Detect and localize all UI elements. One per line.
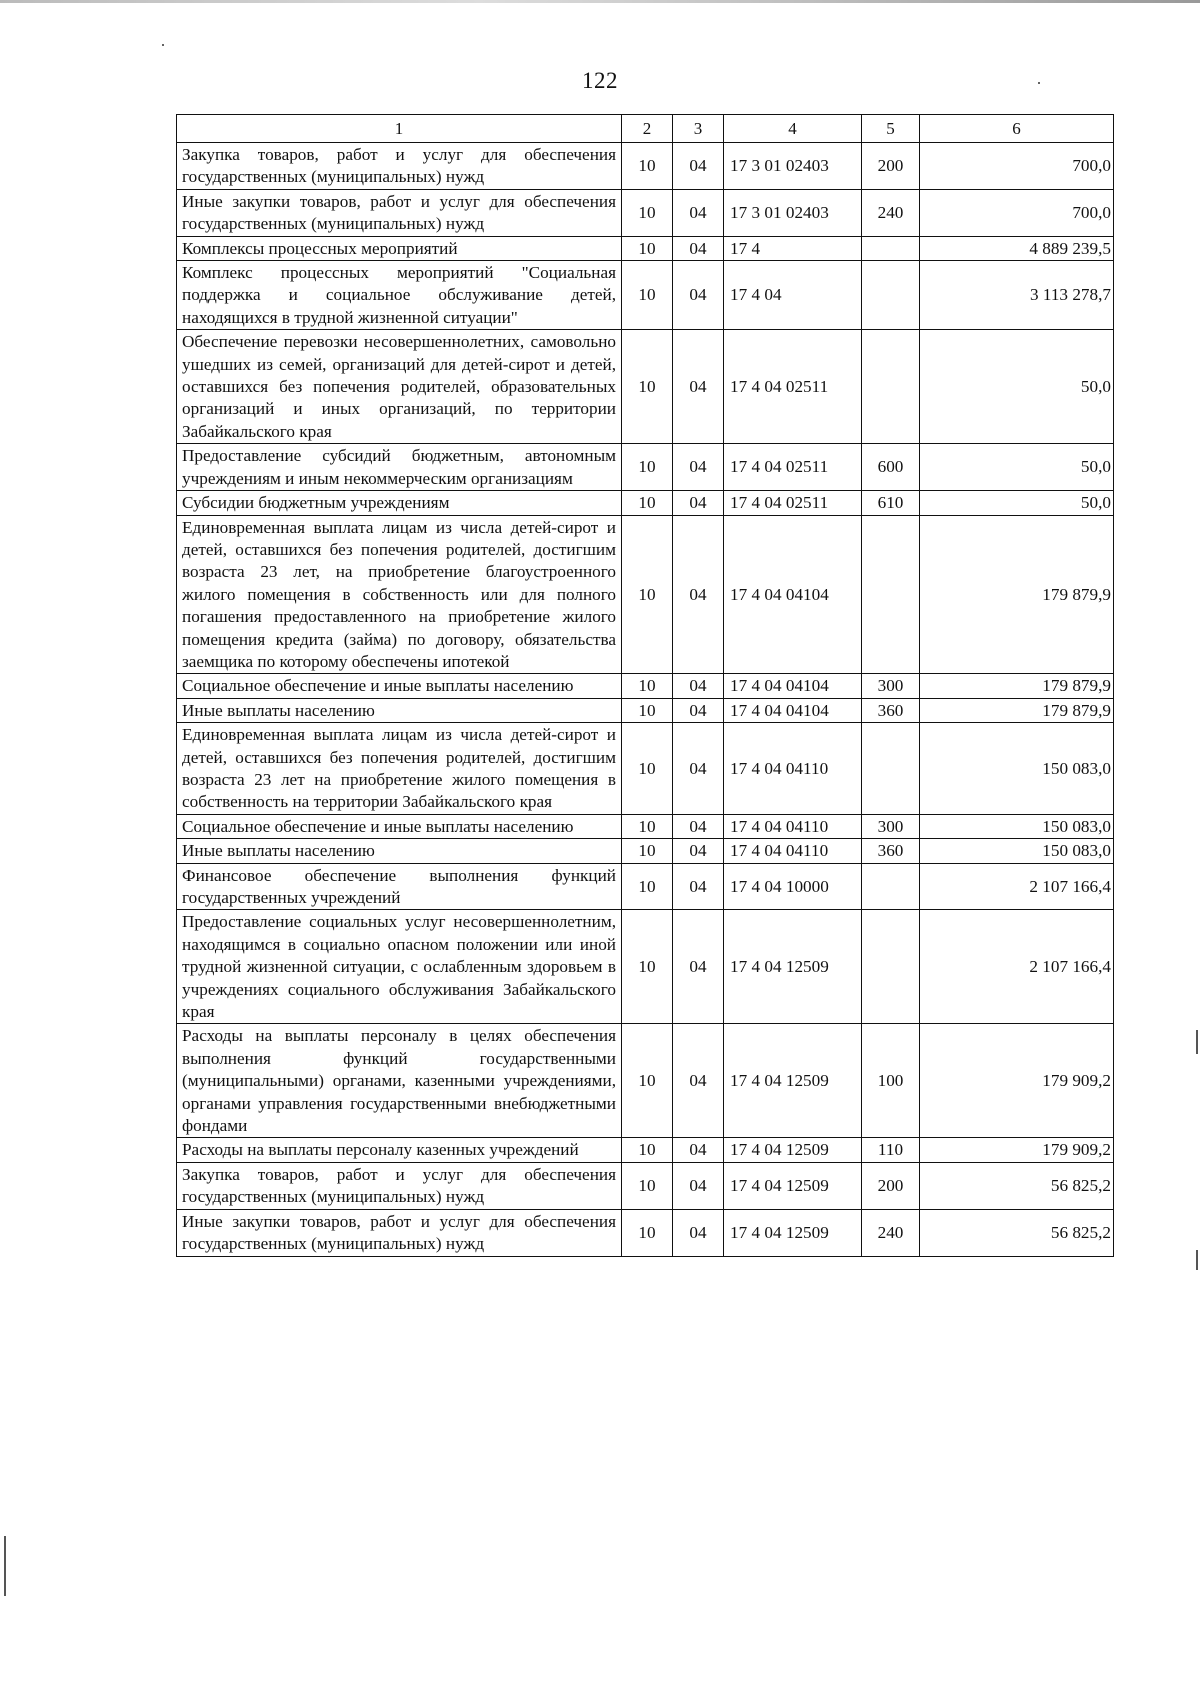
row-target-code: 17 4 04 02511 [724,444,862,491]
row-expense-type: 240 [862,1209,920,1256]
row-section: 10 [622,444,673,491]
row-target-code: 17 4 [724,236,862,260]
row-amount: 179 879,9 [920,698,1114,722]
row-subsection: 04 [673,1024,724,1138]
row-target-code: 17 4 04 12509 [724,1162,862,1209]
table-row [177,189,1114,236]
row-description: Обеспечение перевозки несовершеннолетних, самовольно ушедших из семей, организаций для детей-сирот и детей, оставшихся без попечения родителей, образовательных организаций и иных организаций, по территории Забайкальского края [177,330,622,444]
row-amount: 179 879,9 [920,674,1114,698]
row-target-code: 17 4 04 [724,261,862,330]
table-row [177,143,1114,190]
row-amount: 50,0 [920,491,1114,515]
row-description: Единовременная выплата лицам из числа детей-сирот и детей, оставшихся без попечения родителей, достигшим возраста 23 лет на приобретение жилого помещения в собственность на территории Забайкальского края [177,723,622,815]
row-expense-type: 360 [862,698,920,722]
row-section: 10 [622,723,673,815]
table-row [177,1138,1114,1162]
row-section: 10 [622,1162,673,1209]
row-target-code: 17 4 04 04104 [724,698,862,722]
table-row [177,1024,1114,1138]
row-description: Финансовое обеспечение выполнения функций государственных учреждений [177,863,622,910]
header-col-5: 5 [862,115,920,143]
row-amount: 2 107 166,4 [920,863,1114,910]
scan-speck [162,44,164,46]
row-section: 10 [622,910,673,1024]
row-section: 10 [622,1209,673,1256]
row-subsection: 04 [673,1138,724,1162]
table-row [177,330,1114,444]
row-expense-type [862,723,920,815]
row-expense-type: 200 [862,143,920,190]
row-target-code: 17 4 04 12509 [724,1209,862,1256]
table-row [177,674,1114,698]
row-section: 10 [622,189,673,236]
row-expense-type: 300 [862,674,920,698]
row-expense-type [862,261,920,330]
row-amount: 3 113 278,7 [920,261,1114,330]
table-header-row [177,115,1114,143]
row-subsection: 04 [673,839,724,863]
row-target-code: 17 4 04 04110 [724,839,862,863]
row-amount: 150 083,0 [920,723,1114,815]
row-description: Иные закупки товаров, работ и услуг для обеспечения государственных (муниципальных) нужд [177,1209,622,1256]
row-target-code: 17 4 04 02511 [724,330,862,444]
row-target-code: 17 4 04 04110 [724,814,862,838]
table-row [177,261,1114,330]
row-expense-type: 200 [862,1162,920,1209]
row-subsection: 04 [673,674,724,698]
row-target-code: 17 4 04 02511 [724,491,862,515]
budget-table [176,114,1114,1257]
row-amount: 179 909,2 [920,1138,1114,1162]
table-row [177,444,1114,491]
row-expense-type: 600 [862,444,920,491]
row-expense-type [862,515,920,674]
header-col-6: 6 [920,115,1114,143]
row-subsection: 04 [673,863,724,910]
table-row [177,1162,1114,1209]
row-target-code: 17 4 04 04104 [724,515,862,674]
row-description: Комплексы процессных мероприятий [177,236,622,260]
row-expense-type: 610 [862,491,920,515]
table-row [177,839,1114,863]
row-section: 10 [622,1024,673,1138]
row-expense-type [862,236,920,260]
row-section: 10 [622,143,673,190]
page-number: 122 [582,68,618,93]
row-expense-type: 240 [862,189,920,236]
row-amount: 179 879,9 [920,515,1114,674]
row-amount: 2 107 166,4 [920,910,1114,1024]
row-target-code: 17 4 04 12509 [724,910,862,1024]
row-expense-type [862,330,920,444]
table-row [177,1209,1114,1256]
row-description: Комплекс процессных мероприятий "Социальная поддержка и социальное обслуживание детей, находящихся в трудной жизненной ситуации" [177,261,622,330]
scan-margin-mark [1196,1250,1198,1270]
row-description: Предоставление социальных услуг несовершеннолетним, находящимся в социально опасном положении или иной трудной жизненной ситуации, с ослабленным здоровьем в учреждениях социального обслуживания Забайкальского края [177,910,622,1024]
row-subsection: 04 [673,189,724,236]
row-subsection: 04 [673,1162,724,1209]
row-subsection: 04 [673,143,724,190]
row-amount: 179 909,2 [920,1024,1114,1138]
header-col-2: 2 [622,115,673,143]
row-subsection: 04 [673,814,724,838]
row-subsection: 04 [673,698,724,722]
row-amount: 50,0 [920,330,1114,444]
row-section: 10 [622,674,673,698]
row-description: Иные выплаты населению [177,839,622,863]
table-row [177,863,1114,910]
row-subsection: 04 [673,1209,724,1256]
row-description: Закупка товаров, работ и услуг для обеспечения государственных (муниципальных) нужд [177,143,622,190]
row-description: Социальное обеспечение и иные выплаты населению [177,814,622,838]
row-description: Иные закупки товаров, работ и услуг для обеспечения государственных (муниципальных) нужд [177,189,622,236]
row-subsection: 04 [673,491,724,515]
table-row [177,910,1114,1024]
row-target-code: 17 3 01 02403 [724,143,862,190]
row-subsection: 04 [673,910,724,1024]
row-section: 10 [622,814,673,838]
row-description: Иные выплаты населению [177,698,622,722]
row-subsection: 04 [673,261,724,330]
row-section: 10 [622,698,673,722]
row-subsection: 04 [673,330,724,444]
header-col-3: 3 [673,115,724,143]
row-expense-type: 110 [862,1138,920,1162]
row-section: 10 [622,839,673,863]
row-amount: 56 825,2 [920,1209,1114,1256]
row-section: 10 [622,491,673,515]
row-amount: 700,0 [920,143,1114,190]
row-amount: 150 083,0 [920,814,1114,838]
header-col-4: 4 [724,115,862,143]
row-expense-type [862,910,920,1024]
row-expense-type: 100 [862,1024,920,1138]
row-target-code: 17 4 04 04110 [724,723,862,815]
header-col-1: 1 [177,115,622,143]
scan-speck [1038,82,1040,84]
scan-margin-mark [1196,1030,1198,1054]
row-target-code: 17 3 01 02403 [724,189,862,236]
row-target-code: 17 4 04 04104 [724,674,862,698]
table-row [177,698,1114,722]
row-description: Расходы на выплаты персоналу казенных учреждений [177,1138,622,1162]
table-row [177,236,1114,260]
row-amount: 56 825,2 [920,1162,1114,1209]
row-section: 10 [622,863,673,910]
row-section: 10 [622,261,673,330]
row-amount: 4 889 239,5 [920,236,1114,260]
row-description: Расходы на выплаты персоналу в целях обеспечения выполнения функций государственными (муниципальными) органами, казенными учреждениями, органами управления государственными внебюджетными фондами [177,1024,622,1138]
row-description: Предоставление субсидий бюджетным, автономным учреждениям и иным некоммерческим организациям [177,444,622,491]
row-target-code: 17 4 04 10000 [724,863,862,910]
row-target-code: 17 4 04 12509 [724,1024,862,1138]
row-subsection: 04 [673,723,724,815]
row-section: 10 [622,515,673,674]
table-row [177,723,1114,815]
row-description: Единовременная выплата лицам из числа детей-сирот и детей, оставшихся без попечения родителей, достигшим возраста 23 лет, на приобретение благоустроенного жилого помещения в собственность или для полного погашения предоставленного на приобретение жилого помещения кредита (займа) по договору, обязательства заемщика по которому обеспечены ипотекой [177,515,622,674]
row-description: Социальное обеспечение и иные выплаты населению [177,674,622,698]
row-amount: 700,0 [920,189,1114,236]
row-expense-type: 360 [862,839,920,863]
row-subsection: 04 [673,515,724,674]
row-target-code: 17 4 04 12509 [724,1138,862,1162]
row-subsection: 04 [673,444,724,491]
row-section: 10 [622,330,673,444]
row-expense-type: 300 [862,814,920,838]
row-section: 10 [622,236,673,260]
row-amount: 150 083,0 [920,839,1114,863]
row-amount: 50,0 [920,444,1114,491]
row-subsection: 04 [673,236,724,260]
row-section: 10 [622,1138,673,1162]
row-description: Закупка товаров, работ и услуг для обеспечения государственных (муниципальных) нужд [177,1162,622,1209]
row-description: Субсидии бюджетным учреждениям [177,491,622,515]
row-expense-type [862,863,920,910]
scan-top-edge [0,0,1200,3]
scan-margin-mark [4,1536,6,1596]
table-row [177,814,1114,838]
table-row [177,491,1114,515]
table-row [177,515,1114,674]
